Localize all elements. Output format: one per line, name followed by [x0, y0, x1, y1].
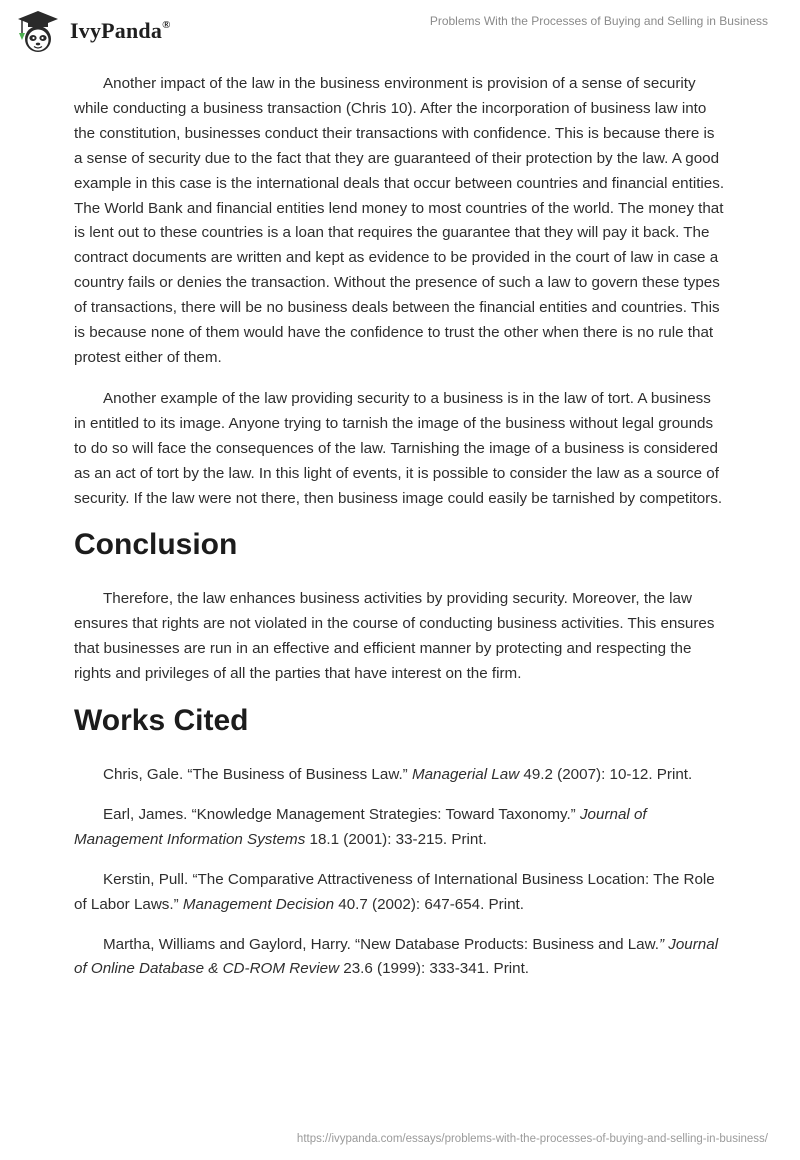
body-paragraph-2: Another example of the law providing security to a business is in the law of tort. A business in entitled to its image. Anyone trying to tarnish the image of the business without legal grounds to do so will face the consequences of the law. Tarnishing the image of a business is considered as an act of tort by the law. In this light of events, it is possible to consider the law as a source of security. If the law were not there, then business image could easily be tarnished by competitors.: [74, 389, 723, 507]
citation-entry: Earl, James. “Knowledge Management Strategies: Toward Taxonomy.” Journal of Management Information Systems 18.1 (2001): 33-215. Print.: [74, 806, 647, 848]
conclusion-paragraph: Therefore, the law enhances business activities by providing security. Moreover, the law ensures that rights are not violated in the course of conducting business activities. This ensures that businesses are run in an effective and efficient manner by protecting and respecting the rights and privileges of all the parties that have interest on the firm.: [74, 590, 715, 683]
essay-content: [74, 72, 726, 998]
source-url[interactable]: https://ivypanda.com/essays/problems-with-the-processes-of-buying-and-selling-in-business/: [296, 1133, 768, 1145]
logo[interactable]: [14, 6, 171, 56]
works-cited-heading: Works Cited: [74, 704, 249, 738]
conclusion-heading: Conclusion: [74, 528, 238, 562]
document-title: Problems With the Processes of Buying and Selling in Business: [429, 14, 768, 28]
page-header: [0, 0, 800, 64]
citation-entry: Chris, Gale. “The Business of Business Law.” Managerial Law 49.2 (2007): 10-12. Print.: [103, 766, 693, 784]
logo-text: IvyPanda®: [70, 18, 171, 43]
body-paragraph-1: Another impact of the law in the business environment is provision of a sense of security while conducting a business transaction (Chris 10). After the incorporation of business law into the constitution, businesses conduct their transactions with confidence. This is because there is a sense of security due to the fact that they are guaranteed of their protection by the law. A good example in this case is the international deals that occur between countries and financial entities. The World Bank and financial entities lend money to most countries of the world. The money that is lent out to these countries is a loan that requires the guarantee that they will pay it back. The contract documents are written and kept as evidence to be provided in the court of law in case a country fails or denies the transaction. Without the presence of such a law to govern these types of transactions, there will be no business deals between the financial entities and countries. This is because none of them would have the confidence to trust the other when there is no rule that protest either of them.: [74, 75, 725, 366]
registered-mark: ®: [162, 18, 171, 31]
citation-entry: Martha, Williams and Gaylord, Harry. “New Database Products: Business and Law.” Journal of Online Database & CD-ROM Review 23.6 (1999): 333-341. Print.: [74, 936, 719, 978]
panda-logo-icon: [14, 7, 62, 55]
citation-entry: Kerstin, Pull. “The Comparative Attractiveness of International Business Location: The Role of Labor Laws.” Management Decision 40.7 (2002): 647-654. Print.: [74, 871, 715, 913]
